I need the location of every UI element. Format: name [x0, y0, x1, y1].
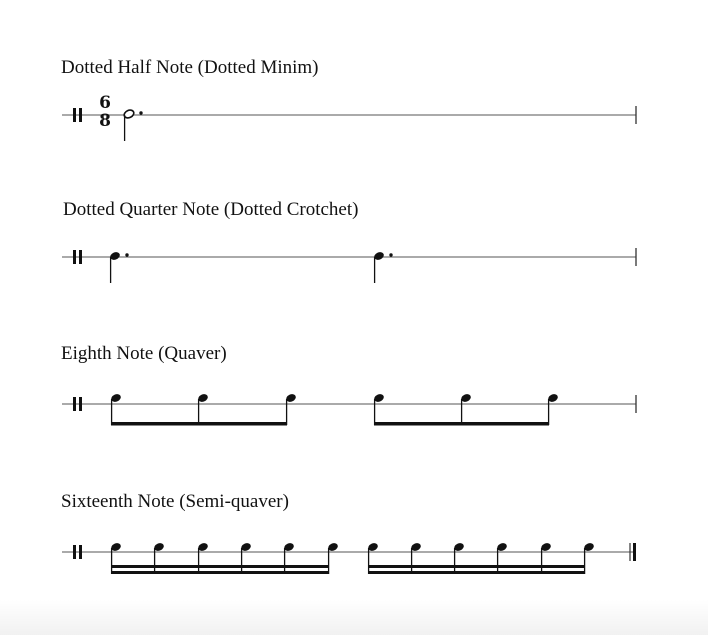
- sixteenth-note: [583, 542, 595, 574]
- beam: [111, 571, 329, 574]
- eighth-note: [460, 393, 472, 425]
- row-title-sixteenth: Sixteenth Note (Semi-quaver): [61, 491, 289, 512]
- sixteenth-note: [327, 542, 339, 574]
- beam: [368, 565, 585, 568]
- sixteenth-note: [496, 542, 508, 574]
- sixteenth-note: [197, 542, 209, 574]
- eighth-note: [373, 393, 385, 425]
- time-signature-top: 6: [99, 93, 111, 113]
- dotted-quarter-note: [109, 251, 129, 283]
- eighth-note: [285, 393, 297, 425]
- augmentation-dot: [389, 253, 392, 256]
- time-signature: [99, 93, 111, 131]
- eighth-note: [547, 393, 559, 425]
- row-title-dotted-half: Dotted Half Note (Dotted Minim): [61, 57, 319, 78]
- staff-eighth: [0, 379, 708, 439]
- eighth-note: [110, 393, 122, 425]
- beam: [374, 422, 549, 426]
- time-signature-bottom: 8: [99, 111, 111, 131]
- eighth-note-group: [373, 393, 559, 426]
- sixteenth-note: [410, 542, 422, 574]
- sixteenth-note: [283, 542, 295, 574]
- sixteenth-note: [153, 542, 165, 574]
- sixteenth-note-group: [367, 542, 595, 574]
- sixteenth-note: [240, 542, 252, 574]
- sixteenth-note: [540, 542, 552, 574]
- bottom-shadow: [0, 600, 708, 635]
- sixteenth-note: [367, 542, 379, 574]
- augmentation-dot: [139, 111, 142, 114]
- sixteenth-note: [110, 542, 122, 574]
- staff-dotted-quarter: [0, 232, 708, 292]
- sixteenth-note: [453, 542, 465, 574]
- augmentation-dot: [125, 253, 128, 256]
- staff-sixteenth: [0, 527, 708, 587]
- beam: [368, 571, 585, 574]
- dotted-quarter-note: [373, 251, 393, 283]
- beam: [111, 422, 287, 426]
- eighth-note-group: [110, 393, 297, 426]
- eighth-note: [197, 393, 209, 425]
- beam: [111, 565, 329, 568]
- staff-dotted-half: [0, 90, 708, 150]
- sixteenth-note-group: [110, 542, 339, 574]
- row-title-eighth: Eighth Note (Quaver): [61, 343, 227, 364]
- dotted-half-note: [123, 109, 143, 141]
- row-title-dotted-quarter: Dotted Quarter Note (Dotted Crotchet): [63, 199, 359, 220]
